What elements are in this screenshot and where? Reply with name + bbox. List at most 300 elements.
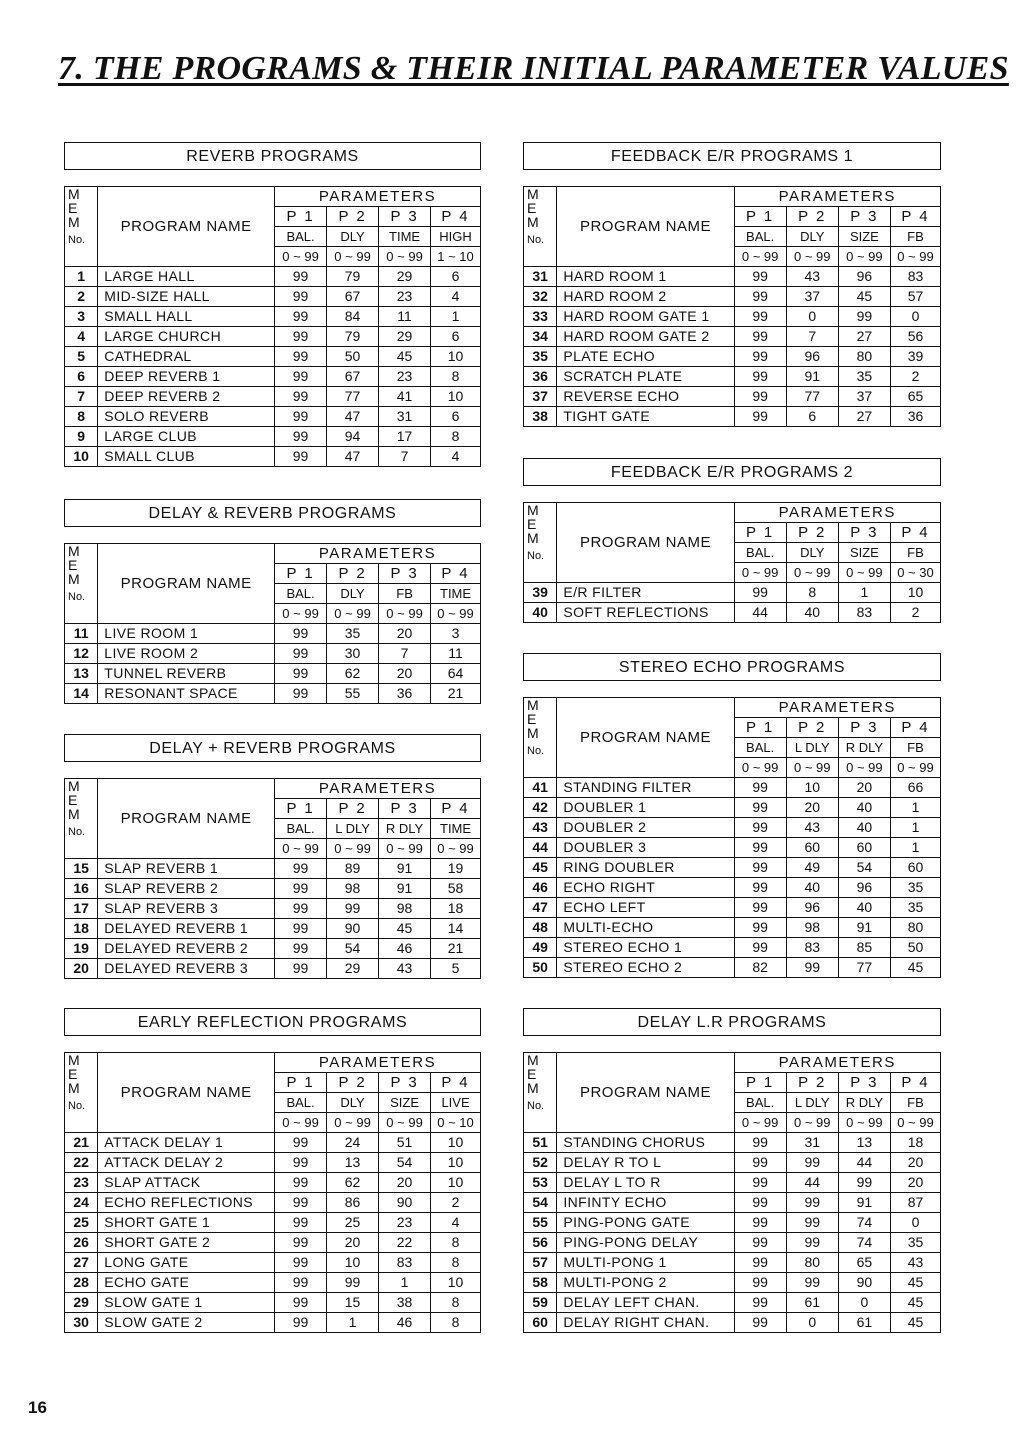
param-value: 13	[327, 1153, 379, 1173]
param-value: 1	[890, 798, 940, 818]
param-value: 99	[327, 1273, 379, 1293]
table-row	[65, 327, 481, 347]
param-value: 0	[838, 1293, 890, 1313]
table-row	[65, 447, 481, 467]
table-row	[524, 1273, 941, 1293]
param-range: 0 ~ 10	[431, 1113, 481, 1133]
param-value: 99	[734, 918, 786, 938]
param-sublabel: FB	[890, 1093, 940, 1113]
mem-number: 27	[65, 1253, 98, 1273]
table-row	[524, 387, 941, 407]
param-p3-header: P 3	[379, 799, 431, 819]
mem-number: 10	[65, 447, 98, 467]
mem-no-label: No.	[68, 1100, 86, 1112]
param-value: 39	[890, 347, 940, 367]
param-value: 99	[275, 939, 327, 959]
program-name: MULTI-PONG 1	[557, 1253, 734, 1273]
param-sublabel: L DLY	[786, 1093, 838, 1113]
table-row	[524, 818, 941, 838]
param-value: 99	[838, 1173, 890, 1193]
param-p1-header: P 1	[734, 1073, 786, 1093]
param-p4-header: P 4	[431, 1073, 481, 1093]
mem-number: 12	[65, 644, 98, 664]
param-sublabel: SIZE	[838, 227, 890, 247]
param-value: 99	[275, 1153, 327, 1173]
param-value: 99	[275, 1273, 327, 1293]
program-name: DELAY R TO L	[557, 1153, 734, 1173]
table-row	[524, 878, 941, 898]
param-value: 99	[275, 347, 327, 367]
param-value: 44	[734, 603, 786, 623]
program-name-header: PROGRAM NAME	[557, 698, 734, 778]
program-name: MULTI-ECHO	[557, 918, 734, 938]
param-value: 91	[379, 859, 431, 879]
table-row	[524, 1153, 941, 1173]
param-value: 35	[838, 367, 890, 387]
mem-number-header	[524, 503, 557, 583]
param-value: 57	[890, 287, 940, 307]
mem-number: 1	[65, 267, 98, 287]
param-value: 90	[379, 1193, 431, 1213]
param-range: 0 ~ 99	[838, 1113, 890, 1133]
param-value: 8	[431, 1233, 481, 1253]
param-sublabel: L DLY	[327, 819, 379, 839]
param-value: 99	[786, 1213, 838, 1233]
param-value: 23	[379, 1213, 431, 1233]
param-value: 21	[431, 939, 481, 959]
param-value: 83	[890, 267, 940, 287]
param-value: 10	[431, 1273, 481, 1293]
param-value: 4	[431, 447, 481, 467]
param-p1-header: P 1	[275, 1073, 327, 1093]
mem-number: 45	[524, 858, 557, 878]
table-row	[65, 624, 481, 644]
program-name: STANDING FILTER	[557, 778, 734, 798]
param-value: 99	[734, 938, 786, 958]
table-row	[524, 287, 941, 307]
program-name: HARD ROOM 2	[557, 287, 734, 307]
table-row	[524, 778, 941, 798]
param-value: 99	[734, 1153, 786, 1173]
param-sublabel: DLY	[786, 227, 838, 247]
param-value: 30	[327, 644, 379, 664]
param-value: 47	[327, 407, 379, 427]
program-name: RING DOUBLER	[557, 858, 734, 878]
param-value: 99	[786, 1273, 838, 1293]
param-value: 40	[838, 898, 890, 918]
mem-number: 19	[65, 939, 98, 959]
param-value: 43	[786, 818, 838, 838]
parameter-table	[64, 543, 481, 704]
param-p4-header: P 4	[431, 564, 481, 584]
param-value: 50	[890, 938, 940, 958]
param-value: 99	[734, 778, 786, 798]
table-row	[65, 267, 481, 287]
param-p2-header: P 2	[786, 1073, 838, 1093]
param-value: 99	[786, 1153, 838, 1173]
param-value: 96	[786, 898, 838, 918]
table-row	[65, 959, 481, 979]
param-value: 17	[379, 427, 431, 447]
table-row	[524, 1253, 941, 1273]
program-name: STEREO ECHO 1	[557, 938, 734, 958]
param-value: 64	[431, 664, 481, 684]
table-row	[65, 1253, 481, 1273]
param-range: 0 ~ 99	[890, 247, 940, 267]
param-range: 0 ~ 99	[838, 758, 890, 778]
program-name: LIVE ROOM 2	[98, 644, 275, 664]
mem-letter: M	[68, 186, 80, 202]
param-value: 62	[327, 664, 379, 684]
param-sublabel: BAL.	[734, 738, 786, 758]
table-row	[524, 367, 941, 387]
param-p4-header: P 4	[431, 207, 481, 227]
param-value: 99	[275, 407, 327, 427]
page-number: 16	[28, 1398, 47, 1417]
param-value: 10	[431, 387, 481, 407]
section-title: DELAY & REVERB PROGRAMS	[64, 499, 481, 527]
mem-number: 49	[524, 938, 557, 958]
param-value: 23	[379, 367, 431, 387]
param-value: 40	[786, 878, 838, 898]
param-value: 99	[838, 307, 890, 327]
table-row	[65, 387, 481, 407]
parameter-table	[523, 186, 941, 427]
parameters-header: PARAMETERS	[275, 187, 481, 207]
param-value: 66	[890, 778, 940, 798]
param-p2-header: P 2	[327, 207, 379, 227]
param-value: 99	[734, 1193, 786, 1213]
program-name: SMALL HALL	[98, 307, 275, 327]
param-value: 99	[734, 1313, 786, 1333]
program-name: DOUBLER 1	[557, 798, 734, 818]
param-value: 89	[327, 859, 379, 879]
param-value: 10	[327, 1253, 379, 1273]
program-name: DELAYED REVERB 2	[98, 939, 275, 959]
param-p3-header: P 3	[838, 718, 890, 738]
param-value: 11	[379, 307, 431, 327]
param-range: 0 ~ 99	[327, 839, 379, 859]
param-value: 37	[786, 287, 838, 307]
program-name: HARD ROOM GATE 1	[557, 307, 734, 327]
param-value: 74	[838, 1213, 890, 1233]
table-row	[524, 603, 941, 623]
program-name: ECHO LEFT	[557, 898, 734, 918]
mem-letter: E	[68, 200, 78, 216]
mem-number: 43	[524, 818, 557, 838]
param-sublabel: FB	[890, 227, 940, 247]
param-value: 60	[786, 838, 838, 858]
param-range: 0 ~ 99	[379, 1113, 431, 1133]
program-name: SLOW GATE 1	[98, 1293, 275, 1313]
param-value: 8	[431, 367, 481, 387]
param-p2-header: P 2	[327, 1073, 379, 1093]
section-title: DELAY + REVERB PROGRAMS	[64, 734, 481, 762]
program-name: DELAY LEFT CHAN.	[557, 1293, 734, 1313]
param-value: 99	[786, 958, 838, 978]
param-value: 20	[379, 1173, 431, 1193]
param-value: 44	[786, 1173, 838, 1193]
param-value: 5	[431, 959, 481, 979]
program-name: DELAY RIGHT CHAN.	[557, 1313, 734, 1333]
mem-number-header	[65, 1053, 98, 1133]
param-value: 25	[327, 1213, 379, 1233]
program-name-header: PROGRAM NAME	[98, 1053, 275, 1133]
param-value: 62	[327, 1173, 379, 1193]
table-row	[65, 287, 481, 307]
param-value: 44	[838, 1153, 890, 1173]
program-name: PING-PONG DELAY	[557, 1233, 734, 1253]
parameter-table	[64, 186, 481, 467]
mem-letter: M	[68, 1052, 80, 1068]
mem-number: 35	[524, 347, 557, 367]
param-value: 99	[734, 1213, 786, 1233]
page-title: 7. THE PROGRAMS & THEIR INITIAL PARAMETER VALUES	[58, 50, 1009, 87]
param-value: 45	[890, 1273, 940, 1293]
param-sublabel: R DLY	[838, 738, 890, 758]
param-value: 18	[890, 1133, 940, 1153]
param-range: 0 ~ 99	[327, 247, 379, 267]
mem-number: 48	[524, 918, 557, 938]
param-value: 10	[431, 1173, 481, 1193]
param-sublabel: SIZE	[379, 1093, 431, 1113]
program-name: RESONANT SPACE	[98, 684, 275, 704]
mem-letter: M	[68, 806, 80, 822]
mem-number: 52	[524, 1153, 557, 1173]
param-sublabel: FB	[890, 543, 940, 563]
program-name-header: PROGRAM NAME	[98, 779, 275, 859]
param-value: 20	[379, 664, 431, 684]
section-early-reflection	[64, 1008, 481, 1333]
table-row	[65, 1233, 481, 1253]
param-value: 0	[890, 1213, 940, 1233]
mem-number: 34	[524, 327, 557, 347]
program-name: SLAP REVERB 2	[98, 879, 275, 899]
param-value: 22	[379, 1233, 431, 1253]
param-value: 99	[275, 327, 327, 347]
table-row	[524, 898, 941, 918]
mem-number: 14	[65, 684, 98, 704]
param-value: 7	[786, 327, 838, 347]
table-row	[65, 1213, 481, 1233]
param-range: 0 ~ 99	[431, 839, 481, 859]
program-name: ATTACK DELAY 1	[98, 1133, 275, 1153]
param-value: 49	[786, 858, 838, 878]
param-p1-header: P 1	[734, 718, 786, 738]
param-p2-header: P 2	[786, 718, 838, 738]
table-row	[65, 1173, 481, 1193]
param-value: 54	[838, 858, 890, 878]
param-value: 83	[379, 1253, 431, 1273]
section-title: FEEDBACK E/R PROGRAMS 2	[523, 458, 941, 486]
program-name: SHORT GATE 2	[98, 1233, 275, 1253]
param-range: 1 ~ 10	[431, 247, 481, 267]
param-value: 99	[734, 287, 786, 307]
param-value: 99	[275, 1313, 327, 1333]
param-p2-header: P 2	[786, 523, 838, 543]
table-row	[524, 858, 941, 878]
param-value: 80	[890, 918, 940, 938]
param-value: 84	[327, 307, 379, 327]
param-range: 0 ~ 99	[734, 247, 786, 267]
table-row	[524, 407, 941, 427]
param-value: 2	[890, 603, 940, 623]
param-p3-header: P 3	[838, 1073, 890, 1093]
mem-number: 29	[65, 1293, 98, 1313]
program-name: ECHO RIGHT	[557, 878, 734, 898]
program-name: STEREO ECHO 2	[557, 958, 734, 978]
mem-number: 28	[65, 1273, 98, 1293]
param-value: 45	[890, 958, 940, 978]
param-range: 0 ~ 99	[275, 1113, 327, 1133]
param-value: 61	[838, 1313, 890, 1333]
param-value: 91	[838, 1193, 890, 1213]
param-value: 20	[786, 798, 838, 818]
mem-letter: E	[68, 792, 78, 808]
param-sublabel: LIVE	[431, 1093, 481, 1113]
program-name: SOFT REFLECTIONS	[557, 603, 734, 623]
param-value: 2	[890, 367, 940, 387]
param-value: 3	[431, 624, 481, 644]
param-value: 54	[327, 939, 379, 959]
param-value: 99	[275, 1233, 327, 1253]
param-value: 46	[379, 939, 431, 959]
param-value: 45	[838, 287, 890, 307]
program-name: DELAYED REVERB 1	[98, 919, 275, 939]
program-name: ATTACK DELAY 2	[98, 1153, 275, 1173]
param-value: 55	[327, 684, 379, 704]
program-name: LARGE CHURCH	[98, 327, 275, 347]
table-row	[524, 1173, 941, 1193]
mem-number: 21	[65, 1133, 98, 1153]
mem-number: 8	[65, 407, 98, 427]
table-row	[524, 1193, 941, 1213]
param-value: 15	[327, 1293, 379, 1313]
program-name-header: PROGRAM NAME	[98, 544, 275, 624]
param-range: 0 ~ 99	[838, 247, 890, 267]
program-name: SLOW GATE 2	[98, 1313, 275, 1333]
param-value: 99	[734, 387, 786, 407]
param-value: 10	[890, 583, 940, 603]
mem-number: 50	[524, 958, 557, 978]
parameter-table	[523, 502, 941, 623]
mem-number: 37	[524, 387, 557, 407]
param-p3-header: P 3	[379, 207, 431, 227]
mem-number: 22	[65, 1153, 98, 1173]
param-value: 99	[786, 1233, 838, 1253]
param-value: 50	[327, 347, 379, 367]
parameter-table	[523, 697, 941, 978]
param-value: 99	[275, 427, 327, 447]
parameter-table	[64, 1052, 481, 1333]
param-value: 99	[734, 583, 786, 603]
mem-number: 7	[65, 387, 98, 407]
param-value: 20	[838, 778, 890, 798]
param-value: 85	[838, 938, 890, 958]
program-name: DOUBLER 3	[557, 838, 734, 858]
param-value: 99	[275, 899, 327, 919]
param-sublabel: TIME	[431, 819, 481, 839]
param-value: 99	[275, 859, 327, 879]
param-sublabel: DLY	[327, 227, 379, 247]
mem-number: 31	[524, 267, 557, 287]
program-name: PLATE ECHO	[557, 347, 734, 367]
param-range: 0 ~ 99	[786, 758, 838, 778]
param-value: 99	[275, 387, 327, 407]
param-range: 0 ~ 99	[379, 604, 431, 624]
mem-letter: M	[527, 214, 539, 230]
param-p1-header: P 1	[734, 523, 786, 543]
program-name: DOUBLER 2	[557, 818, 734, 838]
mem-number-header	[65, 779, 98, 859]
param-value: 1	[890, 818, 940, 838]
parameters-header: PARAMETERS	[275, 779, 481, 799]
param-sublabel: TIME	[431, 584, 481, 604]
mem-number: 11	[65, 624, 98, 644]
mem-number: 30	[65, 1313, 98, 1333]
param-value: 40	[838, 818, 890, 838]
param-value: 8	[431, 1313, 481, 1333]
param-value: 99	[327, 899, 379, 919]
table-row	[65, 1153, 481, 1173]
param-value: 99	[734, 1173, 786, 1193]
param-value: 99	[734, 798, 786, 818]
param-value: 21	[431, 684, 481, 704]
param-value: 1	[431, 307, 481, 327]
param-range: 0 ~ 99	[327, 1113, 379, 1133]
param-value: 99	[734, 327, 786, 347]
param-p4-header: P 4	[890, 207, 940, 227]
mem-number: 57	[524, 1253, 557, 1273]
param-range: 0 ~ 99	[734, 563, 786, 583]
param-value: 99	[275, 1253, 327, 1273]
param-value: 91	[379, 879, 431, 899]
param-range: 0 ~ 99	[786, 1113, 838, 1133]
program-name: CATHEDRAL	[98, 347, 275, 367]
param-value: 99	[275, 624, 327, 644]
param-value: 31	[786, 1133, 838, 1153]
mem-number: 40	[524, 603, 557, 623]
table-row	[65, 919, 481, 939]
param-value: 4	[431, 287, 481, 307]
param-value: 99	[275, 684, 327, 704]
mem-number: 5	[65, 347, 98, 367]
param-value: 4	[431, 1213, 481, 1233]
param-value: 99	[275, 1213, 327, 1233]
param-value: 37	[838, 387, 890, 407]
param-value: 51	[379, 1133, 431, 1153]
mem-number: 41	[524, 778, 557, 798]
table-row	[524, 1313, 941, 1333]
param-value: 23	[379, 287, 431, 307]
param-range: 0 ~ 99	[327, 604, 379, 624]
param-value: 14	[431, 919, 481, 939]
program-name: E/R FILTER	[557, 583, 734, 603]
param-value: 0	[786, 307, 838, 327]
param-value: 98	[786, 918, 838, 938]
param-value: 90	[327, 919, 379, 939]
param-value: 38	[379, 1293, 431, 1313]
program-name: LARGE CLUB	[98, 427, 275, 447]
mem-number: 47	[524, 898, 557, 918]
section-title: DELAY L.R PROGRAMS	[523, 1008, 941, 1036]
table-row	[65, 1273, 481, 1293]
table-row	[65, 407, 481, 427]
param-sublabel: TIME	[379, 227, 431, 247]
table-row	[65, 899, 481, 919]
param-value: 99	[275, 919, 327, 939]
param-value: 41	[379, 387, 431, 407]
